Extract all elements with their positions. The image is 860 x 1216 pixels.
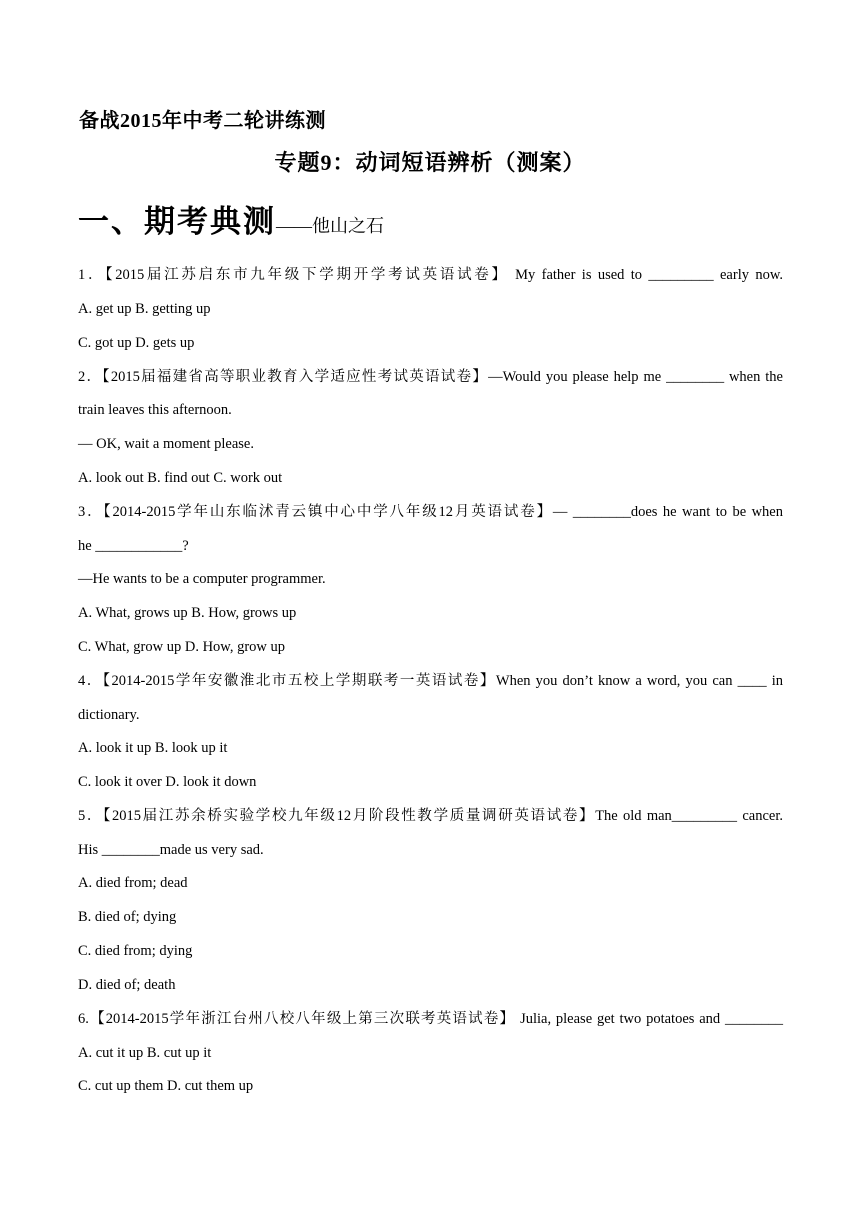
document-subtitle: 备战2015年中考二轮讲练测 [79, 110, 326, 132]
question-3-stem-cont: he ____________? [78, 538, 189, 554]
question-3-reply: —He wants to be a computer programmer. [78, 571, 326, 587]
section-heading [78, 196, 384, 241]
question-1-options-cd: C. got up D. gets up [78, 335, 195, 351]
question-4-stem: 4．【2014-2015学年安徽淮北市五校上学期联考一英语试卷】When you don’t know a word, you can ____ in [78, 673, 783, 689]
question-5-stem-cont: His ________made us very sad. [78, 842, 264, 858]
question-2-reply: — OK, wait a moment please. [78, 436, 254, 452]
question-3-stem: 3．【2014-2015学年山东临沭青云镇中心中学八年级12月英语试卷】— ________does he want to be when [78, 504, 783, 520]
question-6-options-ab: A. cut it up B. cut up it [78, 1045, 212, 1061]
question-1-options-ab: A. get up B. getting up [78, 301, 211, 317]
question-4-options-ab: A. look it up B. look up it [78, 740, 228, 756]
question-5-option-b: B. died of; dying [78, 909, 177, 925]
question-2-options: A. look out B. find out C. work out [78, 470, 283, 486]
question-2-stem: 2．【2015届福建省高等职业教育入学适应性考试英语试卷】—Would you please help me ________ when the [78, 369, 783, 385]
question-4-options-cd: C. look it over D. look it down [78, 774, 257, 790]
section-title: 一、期考典测 [78, 204, 276, 239]
question-5-option-c: C. died from; dying [78, 943, 193, 959]
question-1-stem: 1．【2015届江苏启东市九年级下学期开学考试英语试卷】 My father is used to _________ early now. [78, 267, 783, 283]
question-3-options-cd: C. What, grow up D. How, grow up [78, 639, 286, 655]
question-3-options-ab: A. What, grows up B. How, grows up [78, 605, 297, 621]
document-title: 专题9：动词短语辨析（测案） [274, 150, 586, 175]
question-5-option-a: A. died from; dead [78, 875, 188, 891]
question-6-stem: 6.【2014-2015学年浙江台州八校八年级上第三次联考英语试卷】 Julia, please get two potatoes and ________ [78, 1011, 783, 1027]
question-2-stem-cont: train leaves this afternoon. [78, 402, 232, 418]
question-6-options-cd: C. cut up them D. cut them up [78, 1078, 254, 1094]
question-4-stem-cont: dictionary. [78, 707, 140, 723]
section-subtitle: ——他山之石 [276, 216, 384, 236]
question-5-stem: 5．【2015届江苏余桥实验学校九年级12月阶段性教学质量调研英语试卷】The old man_________ cancer. [78, 808, 783, 824]
question-5-option-d: D. died of; death [78, 977, 176, 993]
